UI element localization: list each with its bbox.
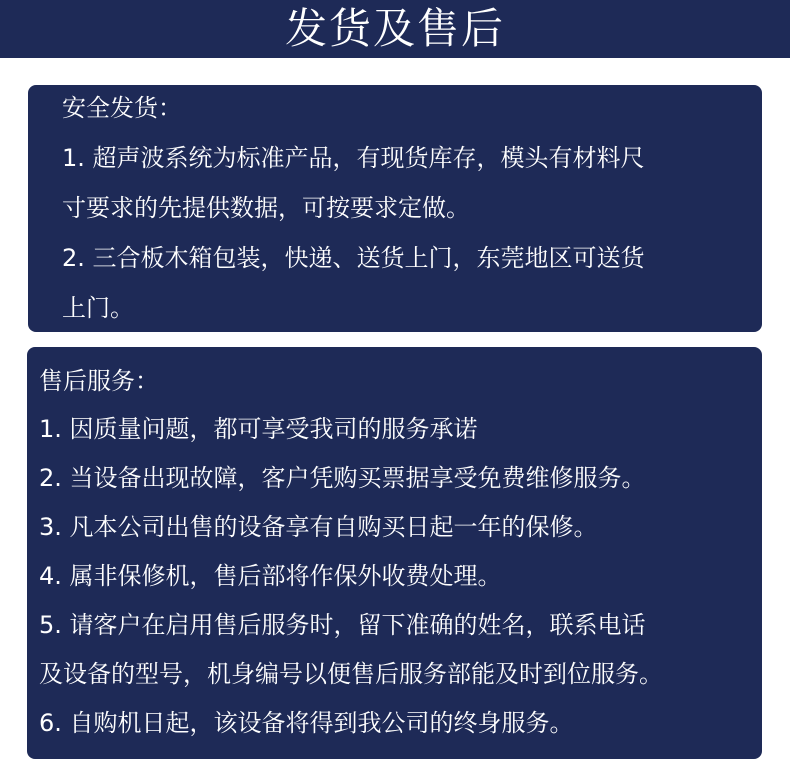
- shipping-line-3: 2. 三合板木箱包装，快递、送货上门，东莞地区可送货: [62, 244, 645, 272]
- service-line-2: 2. 当设备出现故障，客户凭购买票据享受免费维修服务。: [39, 464, 646, 492]
- service-line-3: 3. 凡本公司出售的设备享有自购买日起一年的保修。: [39, 513, 598, 541]
- service-line-1: 1. 因质量问题，都可享受我司的服务承诺: [39, 415, 478, 443]
- service-line-4: 4. 属非保修机，售后部将作保外收费处理。: [39, 562, 502, 590]
- service-line-5: 5. 请客户在启用售后服务时，留下准确的姓名，联系电话: [39, 611, 646, 639]
- service-heading: 售后服务：: [39, 367, 159, 395]
- service-line-7: 6. 自购机日起，该设备将得到我公司的终身服务。: [39, 709, 574, 737]
- page-title: 发货及售后: [284, 4, 505, 53]
- shipping-heading: 安全发货：: [62, 94, 182, 122]
- shipping-line-2: 寸要求的先提供数据，可按要求定做。: [62, 194, 470, 222]
- shipping-line-4: 上门。: [62, 294, 134, 322]
- after-sales-panel: [27, 347, 762, 759]
- shipping-line-1: 1. 超声波系统为标准产品，有现货库存，模头有材料尺: [62, 144, 645, 172]
- service-line-6: 及设备的型号，机身编号以便售后服务部能及时到位服务。: [39, 660, 663, 688]
- header-bar: [0, 0, 790, 58]
